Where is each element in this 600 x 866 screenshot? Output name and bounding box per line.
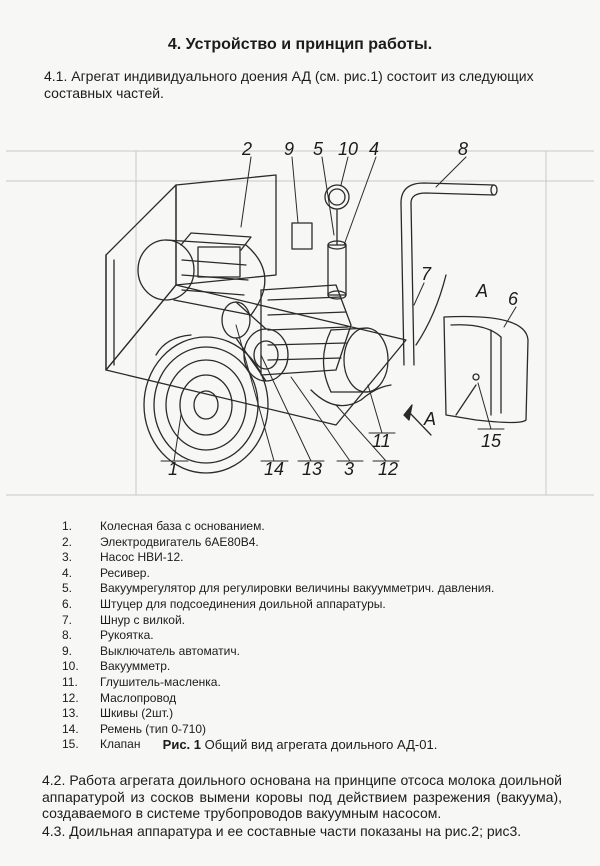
base-frame [176,175,276,285]
callout-7: 7 [421,264,432,284]
parts-list [62,519,562,753]
callout-11: 11 [372,431,391,451]
callout-15: 15 [481,431,502,451]
list-item: 2. Электродвигатель 6АЕ80В4. [62,534,259,549]
callout-14: 14 [264,459,285,479]
figure-caption [0,737,600,752]
callout-4: 4 [369,139,380,159]
list-item: 15. Клапан [62,737,141,752]
callout-1: 1 [168,459,179,479]
pump [222,285,351,381]
callout-a-arrow: A [424,409,437,429]
callout-5: 5 [313,139,324,159]
callout-6: 6 [508,289,519,309]
list-item: 8. Рукоятка. [62,628,154,643]
view-arrow [404,405,412,420]
list-item: 3. Насос НВИ-12. [62,550,184,565]
motor-body [138,233,265,315]
oil-line [311,385,391,406]
callout-2: 2 [242,139,253,159]
callout-3: 3 [344,459,355,479]
unit-drawing [6,115,594,515]
list-item: 1. Колесная база с основанием. [62,519,265,533]
callout-12: 12 [378,459,399,479]
list-item: 4. Ресивер. [62,565,150,580]
paragraph-4-2: 4.2. Работа агрегата доильного основана на принципе отсоса молока доильной аппаратурой из сосков вымени коровы под действием разрежения (вакуума), создаваемого в системе трубопроводов вакуумным насосом. [42,772,562,821]
callout-8: 8 [458,139,469,159]
intro-paragraph: 4.1. Агрегат индивидуального доения АД (см. рис.1) состоит из следующих составных частей. [44,68,534,101]
paragraph-4-3: 4.3. Доильная аппаратура и ее составные части показаны на рис.2; рис3. [42,823,522,839]
list-item: 10. Вакуумметр. [62,659,171,674]
callout-13: 13 [302,459,323,479]
caption-label: Рис. 1 [162,737,202,752]
list-item: 11. Глушитель-масленка. [62,674,221,689]
list-item: 6. Штуцер для подсоединения доильной аппаратуры. [62,596,386,611]
caption-text: Общий вид агрегата доильного АД-01. [201,737,438,752]
callout-9: 9 [284,139,295,159]
callout-a-top: A [476,281,489,301]
handle [401,183,497,365]
list-item: 5. Вакуумрегулятор для регулировки величины вакуумметрич. давления. [62,581,495,596]
list-item: 14. Ремень (тип 0-710) [62,721,207,736]
list-item: 12. Маслопровод [62,690,177,705]
receiver [324,328,389,392]
callout-10: 10 [338,139,359,159]
power-cord [416,275,446,345]
detail-view-a [444,316,528,422]
list-item: 7. Шнур с вилкой. [62,612,186,627]
section-title: 4. Устройство и принцип работы. [167,36,433,53]
list-item: 9. Выключатель автоматич. [62,643,240,658]
list-item: 13. Шкивы (2шт.) [62,706,174,721]
